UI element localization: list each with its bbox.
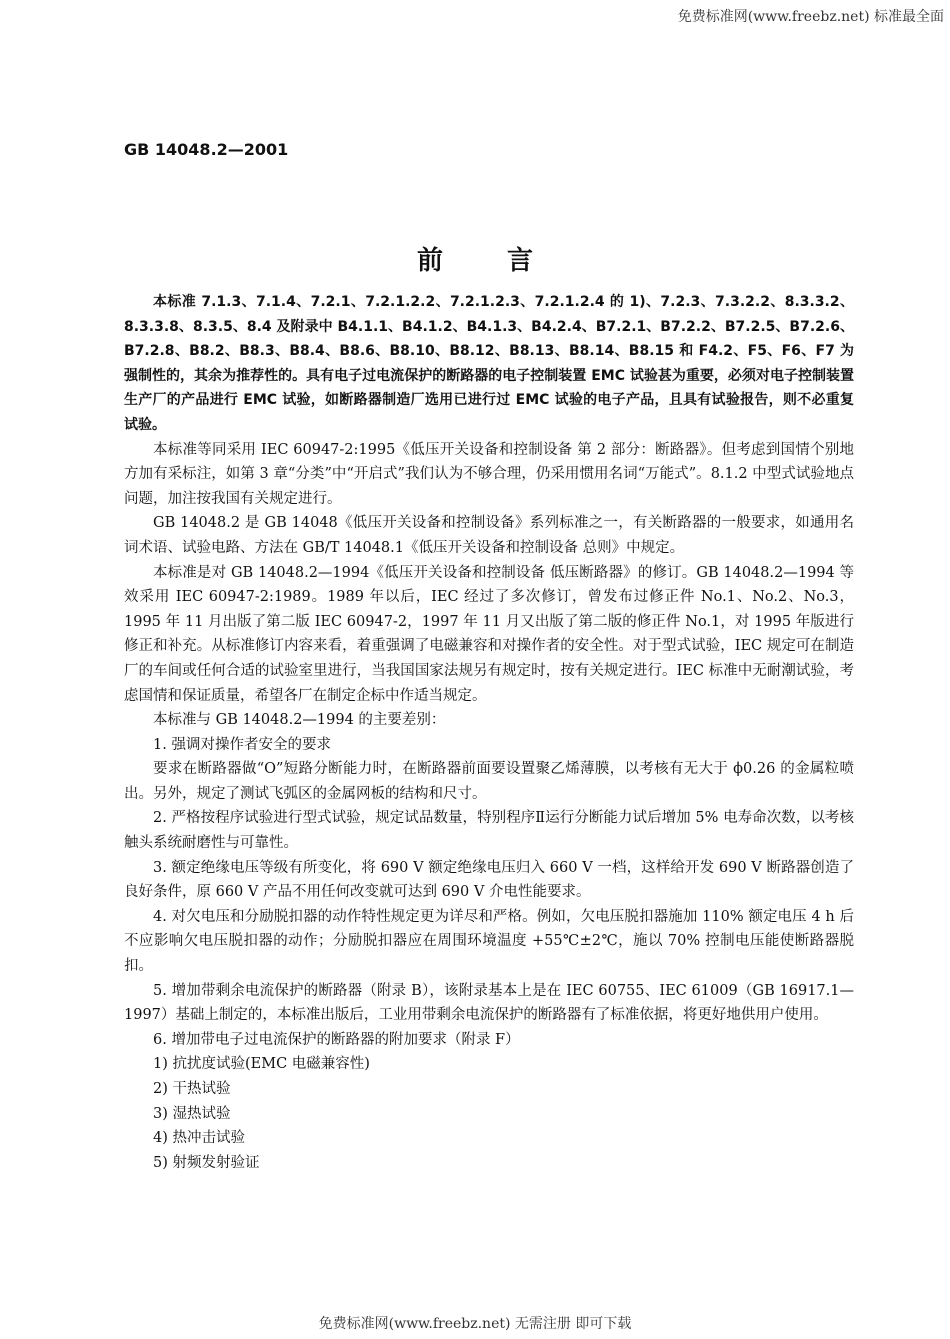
sub-item-1: 1) 抗扰度试验(EMC 电磁兼容性) [153,1056,370,1073]
paragraph-revision: 本标准是对 GB 14048.2—1994《低压开关设备和控制设备 低压断路器》的修订。GB 14048.2—1994 等效采用 IEC 60947-2:1989。1989 年以后，IEC 经过了多次修订，曾发布过修正件 No.1、No.2、No.3，1995 年 11 月出版了第二版 IEC 60947-2，1997 年 11 月又出版了第二版的修正件 No.1，对 1995 年版进行修正和补充。从标准修订内容来看，着重强调了电磁兼容和对操作者的安全性。对于型式试验，IEC 规定可在制造厂的车间或任何合适的试验室里进行，当我国国家法规另有规定时，按有关规定进行。IEC 标准中无耐潮试验，考虑国情和保证质量，希望各厂在制定企标中作适当规定。 [124,564,854,704]
list-item-6: 6. 增加带电子过电流保护的断路器的附加要求（附录 F） [153,1031,520,1048]
standard-number: GB 14048.2—2001 [124,140,289,159]
sub-item-4: 4) 热冲击试验 [153,1130,245,1147]
watermark-bottom: 免费标准网(www.freebz.net) 无需注册 即可下载 [318,1316,632,1332]
list-item-4: 4. 对欠电压和分励脱扣器的动作特性规定更为详尽和严格。例如，欠电压脱扣器施加 110% 额定电压 4 h 后不应影响欠电压脱扣器的动作；分励脱扣器应在周围环境温度 +55℃±2℃，施以 70% 控制电压能使断路器脱扣。 [124,908,854,975]
paragraph-series: GB 14048.2 是 GB 14048《低压开关设备和控制设备》系列标准之一，有关断路器的一般要求，如通用名词术语、试验电路、方法在 GB/T 14048.1《低压开关设备和控制设备 总则》中规定。 [124,515,854,556]
sub-item-5: 5) 射频发射验证 [153,1154,260,1171]
paragraph-differences-intro: 本标准与 GB 14048.2—1994 的主要差别： [153,712,446,729]
sub-item-2: 2) 干热试验 [153,1081,231,1097]
paragraph-mandatory-clauses: 本标准 7.1.3、7.1.4、7.2.1、7.2.1.2.2、7.2.1.2.3、7.2.1.2.4 的 1)、7.2.3、7.3.2.2、8.3.3.2、8.3.3.8、8.3.5、8.4 及附录中 B4.1.1、B4.1.2、B4.1.3、B4.2.4、B7.2.1、B7.2.2、B7.2.5、B7.2.6、B7.2.8、B8.2、B8.3、B8.4、B8.6、B8.10、B8.12、B8.13、B8.14、B8.15 和 F4.2、F5、F6、F7 为强制性的，其余为推荐性的。具有电子过电流保护的断路器的电子控制装置 EMC 试验甚为重要，必须对电子控制装置生产厂的产品进行 EMC 试验，如断路器制造厂选用已进行过 EMC 试验的电子产品，且具有试验报告，则不必重复试验。 [124,294,854,433]
list-item-2: 2. 严格按程序试验进行型式试验，规定试品数量，特别程序Ⅱ运行分断能力试后增加 5% 电寿命次数，以考核触头系统耐磨性与可靠性。 [124,810,854,852]
list-item-1: 1. 强调对操作者安全的要求 [153,736,331,753]
page-title: 前言 [416,246,597,276]
watermark-top: 免费标准网(www.freebz.net) 标准最全面 [677,9,944,25]
paragraph-item-1-detail: 要求在断路器做“O”短路分断能力时，在断路器前面要设置聚乙烯薄膜，以考核有无大于 ϕ0.26 的金属粒喷出。另外，规定了测试飞弧区的金属网板的结构和尺寸。 [124,761,854,802]
document-body [124,290,854,1175]
paragraph-adoption: 本标准等同采用 IEC 60947-2:1995《低压开关设备和控制设备 第 2 部分：断路器》。但考虑到国情个别地方加有采标注，如第 3 章“分类”中“开启式”我们认为不够合理，仍采用惯用名词“万能式”。8.1.2 中型式试验地点问题，加注按我国有关规定进行。 [124,441,854,507]
list-item-5: 5. 增加带剩余电流保护的断路器（附录 B），该附录基本上是在 IEC 60755、IEC 61009（GB 16917.1—1997）基础上制定的，本标准出版后，工业用带剩余电流保护的断路器有了标准依据，将更好地供用户使用。 [124,982,854,1024]
sub-item-3: 3) 湿热试验 [153,1105,231,1122]
list-item-3: 3. 额定绝缘电压等级有所变化，将 690 V 额定绝缘电压归入 660 V 一档，这样给开发 690 V 断路器创造了良好条件，原 660 V 产品不用任何改变就可达到 690 V 介电性能要求。 [124,859,854,901]
